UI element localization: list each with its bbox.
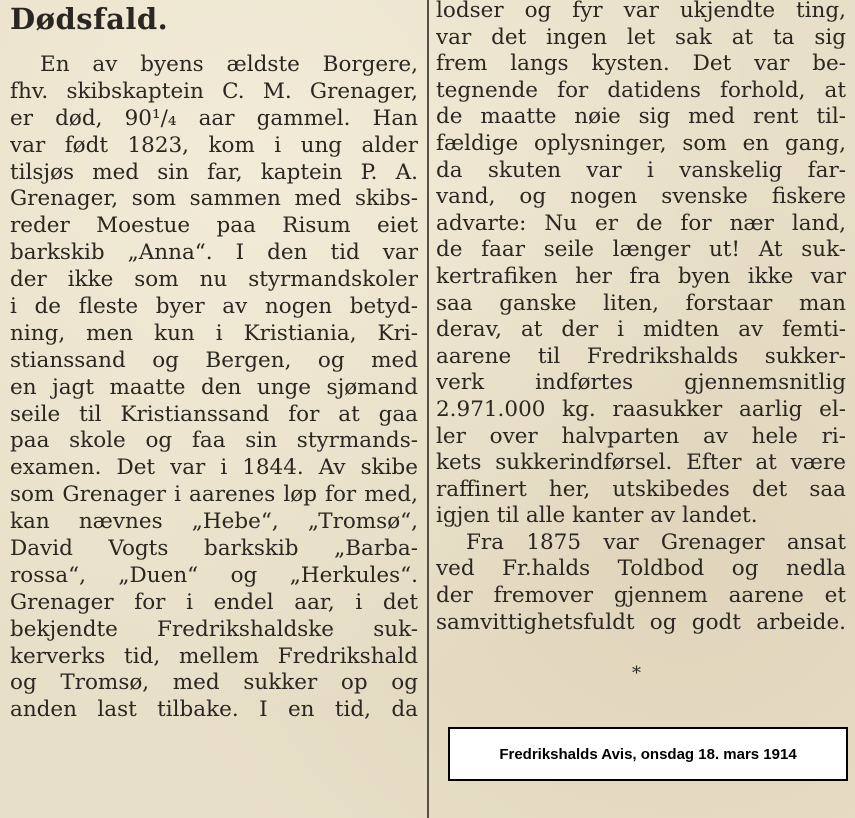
text-line: barkskib „Anna“. I den tid var [10,240,418,266]
text-line: som Grenager i aarenes løp for med, [10,482,418,508]
column-divider [427,0,429,818]
text-line: ler over halvparten av hele ri- [436,423,846,449]
text-line: Fra 1875 var Grenager ansat [466,529,846,555]
text-line: derav, at der i midten av femti- [436,317,846,343]
text-line: tilsjøs med sin far, kaptein P. A. [10,159,418,185]
text-line: raffinert her, utskibedes det saa [436,476,846,502]
text-line: verk indførtes gjennemsnitlig [436,370,846,396]
text-line: og Tromsø, med sukker op og [10,670,418,696]
text-line: en jagt maatte den unge sjømand [10,374,418,400]
text-line: der fremover gjennem aarene et [436,583,846,609]
text-line: var det ingen let sak at ta sig [436,24,846,50]
text-line: ved Fr.halds Toldbod og nedla [436,556,846,582]
text-line: En av byens ældste Borgere, [40,52,418,77]
text-line: kertrafiken her fra byen ikke var [436,263,846,289]
text-line: tegnende for datidens forhold, at [436,77,846,103]
text-line: advarte: Nu er de for nær land, [436,210,846,236]
end-mark: * [632,663,641,684]
article-title: Dødsfald. [10,2,169,36]
text-line: saa ganske liten, forstaar man [436,290,846,316]
text-line: er død, 90¹/₄ aar gammel. Han [10,105,418,131]
text-line: vand, og nogen svenske fiskere [436,184,846,210]
text-line: kerverks tid, mellem Fredrikshald [10,643,418,669]
source-caption: Fredrikshalds Avis, onsdag 18. mars 1914 [448,727,848,781]
text-line: bekjendte Fredrikshaldske suk- [10,616,418,642]
text-line: lodser og fyr var ukjendte ting, [436,0,846,23]
text-line: samvittighetsfuldt og godt arbeide. [436,609,846,635]
text-line: paa skole og faa sin styrmands- [10,428,418,454]
text-line: i de fleste byer av nogen betyd- [10,294,418,320]
text-line: kets sukkerindførsel. Efter at være [436,450,846,476]
text-line: igjen til alle kanter av landet. [436,503,758,529]
right-column [436,0,846,700]
text-line: fældige oplysninger, som en gang, [436,130,846,156]
text-line: fhv. skibskaptein C. M. Grenager, [10,78,418,104]
text-line: de faar seile længer ut! At suk- [436,237,846,263]
text-line: 2.971.000 kg. raasukker aarlig el- [436,396,846,422]
left-column [10,0,418,818]
text-line: frem langs kysten. Det var be- [436,51,846,77]
text-line: seile til Kristianssand for at gaa [10,401,418,427]
text-line: ning, men kun i Kristiania, Kri- [10,320,418,346]
text-line: rossa“, „Duen“ og „Herkules“. [10,562,418,588]
text-line: kan nævnes „Hebe“, „Tromsø“, [10,509,418,535]
text-line: David Vogts barkskib „Barba- [10,536,418,562]
text-line: Grenager, som sammen med skibs- [10,186,418,212]
text-line: examen. Det var i 1844. Av skibe [10,455,418,481]
text-line: reder Moestue paa Risum eiet [10,213,418,239]
text-line: anden last tilbake. I en tid, da [10,697,418,723]
text-line: stianssand og Bergen, og med [10,347,418,373]
text-line: da skuten var i vanskelig far- [436,157,846,183]
text-line: de maatte nøie sig med rent til- [436,104,846,130]
text-line: Grenager for i endel aar, i det [10,589,418,615]
text-line: der ikke som nu styrmandskoler [10,267,418,293]
text-line: var født 1823, kom i ung alder [10,132,418,158]
text-line: aarene til Fredrikshalds sukker- [436,343,846,369]
